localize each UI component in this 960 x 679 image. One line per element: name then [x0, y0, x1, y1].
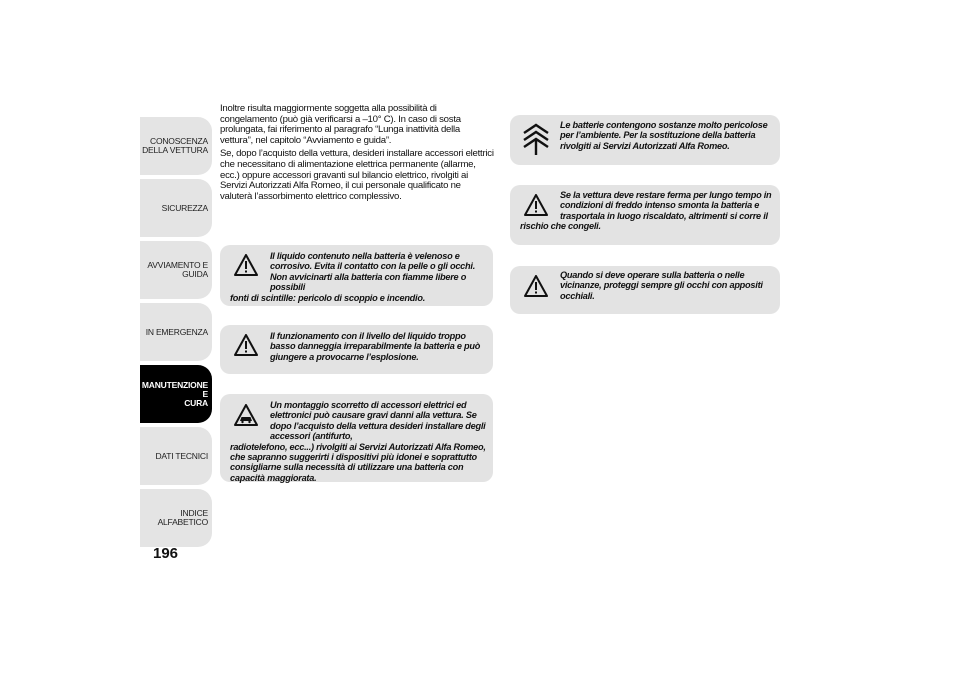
warning-box-poison [220, 245, 493, 306]
warning-box-eye-protection [510, 266, 780, 314]
tab-conoscenza-della-vettura[interactable]: CONOSCENZA DELLA VETTURA [140, 117, 212, 175]
warning-triangle-icon [234, 254, 258, 276]
warning-box-low-level [220, 325, 493, 374]
warning-text: Le batterie contengono sostanze molto pericolose per l’ambiente. Per la sostituzione della batteria rivolgiti ai Servizi Autorizzati Alfa Romeo. [560, 120, 768, 151]
warning-text: Il liquido contenuto nella batteria è velenoso e corrosivo. Evita il contatto con la pelle o gli occhi. Non avvicinarti alla batteria con fiamme libere o possibili [270, 251, 476, 293]
car-attention-icon [234, 404, 258, 426]
warning-text: Il funzionamento con il livello del liquido troppo basso danneggia irreparabilmente la batteria e può giungere a provocarne l’esplosione. [270, 331, 481, 362]
environment-icon [522, 123, 550, 157]
warning-box-environment [510, 115, 780, 165]
warning-text-continued: fonti di scintille: pericolo di scoppio e incendio. [230, 292, 426, 303]
tab-manutenzione-e-cura[interactable]: MANUTENZIONE E CURA [140, 365, 212, 423]
tab-dati-tecnici[interactable]: DATI TECNICI [140, 427, 212, 485]
tab-in-emergenza[interactable]: IN EMERGENZA [140, 303, 212, 361]
warning-box-accessories [220, 394, 493, 482]
body-text-column [220, 104, 495, 205]
tab-indice-alfabetico[interactable]: INDICE ALFABETICO [140, 489, 212, 547]
warning-box-cold [510, 185, 780, 245]
paragraph-freezing: Inoltre risulta maggiormente soggetta alla possibilità di congelamento (può già verificarsi a –10° C). In caso di sosta prolungata, fai riferimento al paragrafo “Lunga inattività della vettura”, nel capitolo “Avviamento e guida”. [220, 103, 461, 146]
warning-triangle-icon [234, 334, 258, 356]
paragraph-accessories: Se, dopo l’acquisto della vettura, desideri installare accessori elettrici che necessitano di alimentazione elettrica permanente (allarme, ecc.) oppure accessori gravanti sul bilancio elettrico, rivolgiti ai Servizi Autorizzati Alfa Romeo, il cui personale qualificato ne valuterà l’assorbimento elettrico complessivo. [220, 148, 494, 202]
page-number: 196 [153, 545, 179, 562]
warning-text: Quando si deve operare sulla batteria o nelle vicinanze, proteggi sempre gli occhi con appositi occhiali. [560, 270, 763, 301]
warning-text: Un montaggio scorretto di accessori elettrici ed elettronici può causare gravi danni alla vettura. Se dopo l’acquisto della vettura desideri installare degli accessori (antifurto, [270, 400, 486, 442]
warning-text-continued: radiotelefono, ecc...) rivolgiti ai Servizi Autorizzati Alfa Romeo, che sapranno suggerirti i dispositivi più idonei e soprattutto consigliarne sulla necessità di utilizzare una batteria con capacità maggiorata. [230, 441, 486, 483]
warning-triangle-icon [524, 194, 548, 216]
warning-triangle-icon [524, 275, 548, 297]
warning-text-continued: rischio che congeli. [520, 221, 601, 232]
tab-sicurezza[interactable]: SICUREZZA [140, 179, 212, 237]
warning-text: Se la vettura deve restare ferma per lungo tempo in condizioni di freddo intenso smonta la batteria e trasportala in luogo riscaldato, altrimenti si corre il [560, 190, 772, 221]
tab-avviamento-e-guida[interactable]: AVVIAMENTO E GUIDA [140, 241, 212, 299]
